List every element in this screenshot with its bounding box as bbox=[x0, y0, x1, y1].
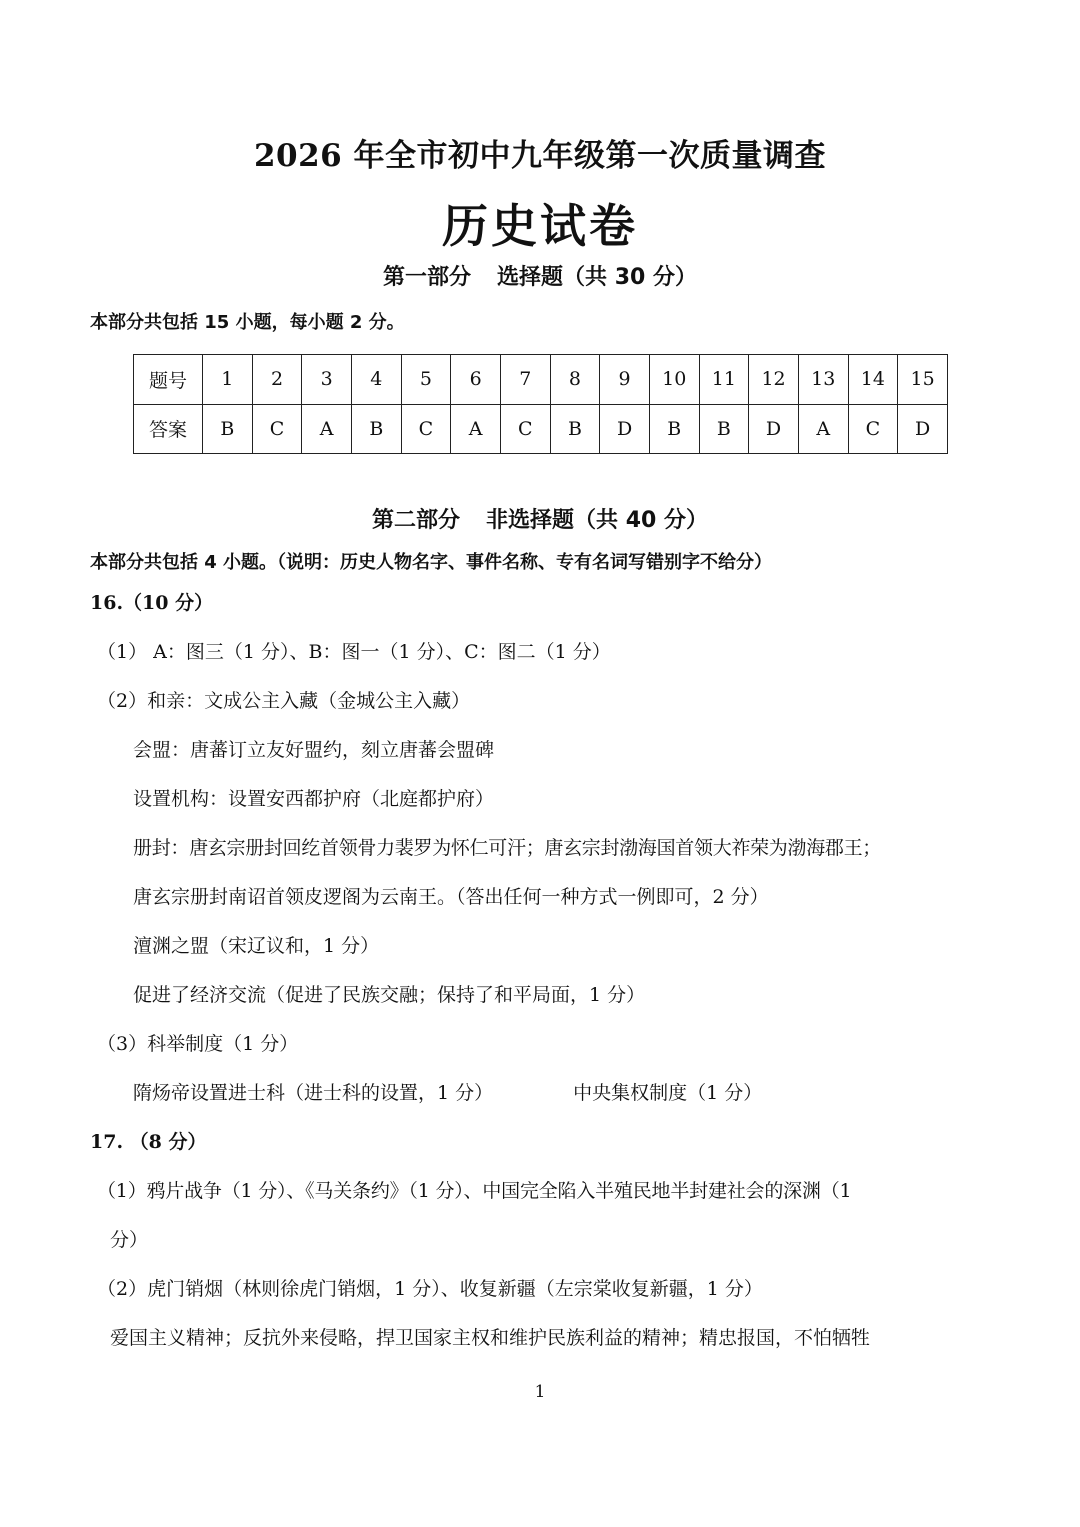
q16-answer-line: 唐玄宗册封南诏首领皮逻阁为云南王。（答出任何一种方式一例即可，2 分） bbox=[133, 886, 769, 908]
table-cell: 6 bbox=[451, 355, 501, 405]
q16-answer-line bbox=[133, 1078, 762, 1105]
row-label-number: 题号 bbox=[134, 355, 203, 405]
table-cell: 5 bbox=[401, 355, 451, 405]
table-cell: C bbox=[252, 404, 302, 454]
q16-answer-part: 隋炀帝设置进士科（进士科的设置，1 分） bbox=[133, 1082, 494, 1104]
table-cell: 11 bbox=[699, 355, 749, 405]
table-cell: 15 bbox=[898, 355, 948, 405]
table-cell: B bbox=[550, 404, 600, 454]
table-cell: C bbox=[848, 404, 898, 454]
table-cell: B bbox=[351, 404, 401, 454]
q17-answer-line: 爱国主义精神；反抗外来侵略，捍卫国家主权和维护民族利益的精神；精忠报国，不怕牺牲 bbox=[110, 1327, 871, 1349]
table-cell: 4 bbox=[351, 355, 401, 405]
table-cell: B bbox=[649, 404, 699, 454]
table-cell: D bbox=[600, 404, 650, 454]
exam-title: 2026 年全市初中九年级第一次质量调查 bbox=[253, 138, 827, 174]
table-cell: 12 bbox=[749, 355, 799, 405]
part1-title-right: 选择题（共 30 分） bbox=[497, 265, 697, 290]
table-cell: A bbox=[302, 404, 352, 454]
table-cell: 8 bbox=[550, 355, 600, 405]
table-cell: A bbox=[798, 404, 848, 454]
question-17-heading: 17. （8 分） bbox=[90, 1131, 207, 1153]
row-label-answer: 答案 bbox=[134, 404, 203, 454]
answer-table bbox=[133, 354, 948, 454]
table-cell: 1 bbox=[203, 355, 253, 405]
table-cell: B bbox=[699, 404, 749, 454]
table-cell: B bbox=[203, 404, 253, 454]
q16-answer-line: 册封：唐玄宗册封回纥首领骨力裴罗为怀仁可汗；唐玄宗封渤海国首领大祚荣为渤海郡王； bbox=[133, 837, 882, 859]
part2-title: 第二部分 bbox=[372, 508, 461, 533]
part2-intro: 本部分共包括 4 小题。（说明：历史人物名字、事件名称、专有名词写错别字不给分） bbox=[90, 552, 773, 573]
table-cell: 10 bbox=[649, 355, 699, 405]
q16-answer-line: 澶渊之盟（宋辽议和，1 分） bbox=[133, 935, 380, 957]
exam-subject-title: 历史试卷 bbox=[442, 199, 638, 253]
q16-answer-line: 促进了经济交流（促进了民族交融；保持了和平局面，1 分） bbox=[133, 984, 646, 1006]
q17-answer-line: （1）鸦片战争（1 分）、《马关条约》（1 分）、中国完全陷入半殖民地半封建社会的深渊（1 bbox=[97, 1180, 852, 1202]
table-cell: C bbox=[500, 404, 550, 454]
table-cell: 2 bbox=[252, 355, 302, 405]
table-cell: 9 bbox=[600, 355, 650, 405]
q17-answer-line: 分） bbox=[110, 1229, 149, 1251]
table-cell: C bbox=[401, 404, 451, 454]
q16-answer-line: （3）科举制度（1 分） bbox=[97, 1033, 299, 1055]
table-cell: 3 bbox=[302, 355, 352, 405]
q16-answer-line: 会盟：唐蕃订立友好盟约，刻立唐蕃会盟碑 bbox=[133, 739, 495, 761]
q16-answer-part: 中央集权制度（1 分） bbox=[573, 1082, 763, 1104]
q16-answer-line: （2）和亲：文成公主入藏（金城公主入藏） bbox=[97, 690, 471, 712]
table-cell: A bbox=[451, 404, 501, 454]
table-row-numbers bbox=[134, 355, 948, 405]
question-16-heading: 16.（10 分） bbox=[90, 592, 214, 614]
q16-answer-line: 设置机构：设置安西都护府（北庭都护府） bbox=[133, 788, 495, 810]
table-cell: 7 bbox=[500, 355, 550, 405]
table-cell: D bbox=[749, 404, 799, 454]
q16-answer-line: （1） A：图三（1 分）、B：图一（1 分）、C：图二（1 分） bbox=[97, 641, 611, 663]
table-cell: D bbox=[898, 404, 948, 454]
table-row-answers bbox=[134, 404, 948, 454]
page-number: 1 bbox=[534, 1382, 546, 1402]
part1-heading bbox=[0, 260, 1080, 291]
table-cell: 14 bbox=[848, 355, 898, 405]
part2-heading bbox=[0, 503, 1080, 534]
part1-intro: 本部分共包括 15 小题，每小题 2 分。 bbox=[90, 312, 405, 333]
part2-title-right: 非选择题（共 40 分） bbox=[486, 508, 708, 533]
q17-answer-line: （2）虎门销烟（林则徐虎门销烟，1 分）、收复新疆（左宗棠收复新疆，1 分） bbox=[97, 1278, 763, 1300]
table-cell: 13 bbox=[798, 355, 848, 405]
part1-title: 第一部分 bbox=[383, 265, 472, 290]
